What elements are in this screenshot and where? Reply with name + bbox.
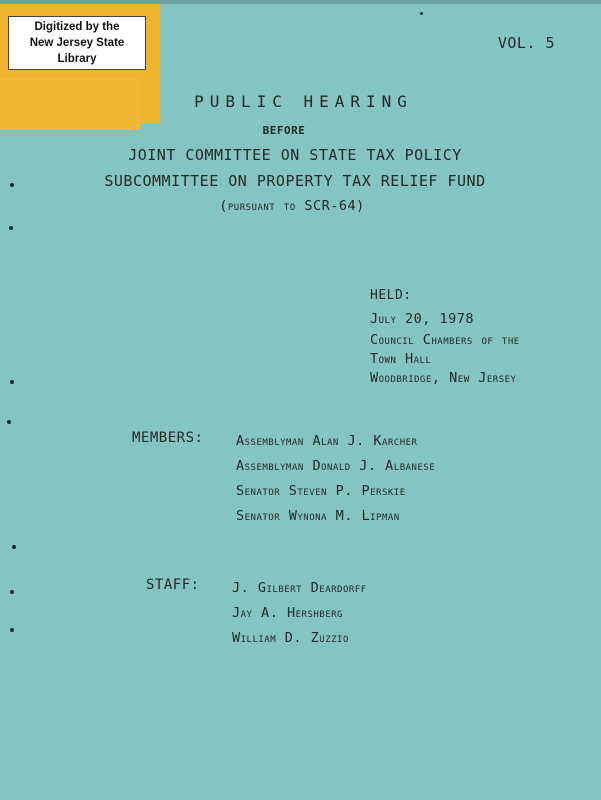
paper-speck [420, 12, 423, 15]
staff-name: William D. Zuzzio [232, 630, 349, 646]
held-place-2: Town Hall [370, 351, 432, 367]
staff-name: Jay A. Hershberg [232, 605, 343, 621]
committee-name: JOINT COMMITTEE ON STATE TAX POLICY [128, 146, 462, 164]
staff-label: STAFF: [146, 577, 200, 593]
page-title: PUBLIC HEARING [194, 92, 413, 111]
member-name: Assemblyman Alan J. Karcher [236, 433, 418, 449]
paper-speck [9, 226, 13, 230]
members-label: MEMBERS: [132, 430, 204, 446]
paper-speck [12, 545, 16, 549]
staff-name: J. Gilbert Deardorff [232, 580, 367, 596]
before-label: BEFORE [262, 124, 306, 137]
member-name: Senator Wynona M. Lipman [236, 508, 400, 524]
paper-speck [10, 183, 14, 187]
pursuant-prefix: (pursuant to [219, 198, 305, 214]
paper-speck [10, 628, 14, 632]
held-label: HELD: [370, 288, 412, 303]
paper-speck [7, 420, 11, 424]
held-place-3: Woodbridge, New Jersey [370, 370, 517, 386]
subcommittee-name: SUBCOMMITTEE ON PROPERTY TAX RELIEF FUND [104, 172, 486, 190]
paper-speck [10, 380, 14, 384]
pursuant-line [0, 198, 584, 214]
member-name: Senator Steven P. Perskie [236, 483, 406, 499]
digitized-sticker [8, 16, 146, 70]
sticker-line-2: New Jersey State Library [29, 37, 125, 65]
held-place-1: Council Chambers of the [370, 332, 520, 348]
held-date: July 20, 1978 [370, 311, 475, 327]
sticker-line-1: Digitized by the [34, 21, 120, 33]
pursuant-ref: SCR-64) [304, 198, 365, 214]
member-name: Assemblyman Donald J. Albanese [236, 458, 436, 474]
volume-label: VOL. 5 [497, 34, 555, 52]
paper-speck [10, 590, 14, 594]
